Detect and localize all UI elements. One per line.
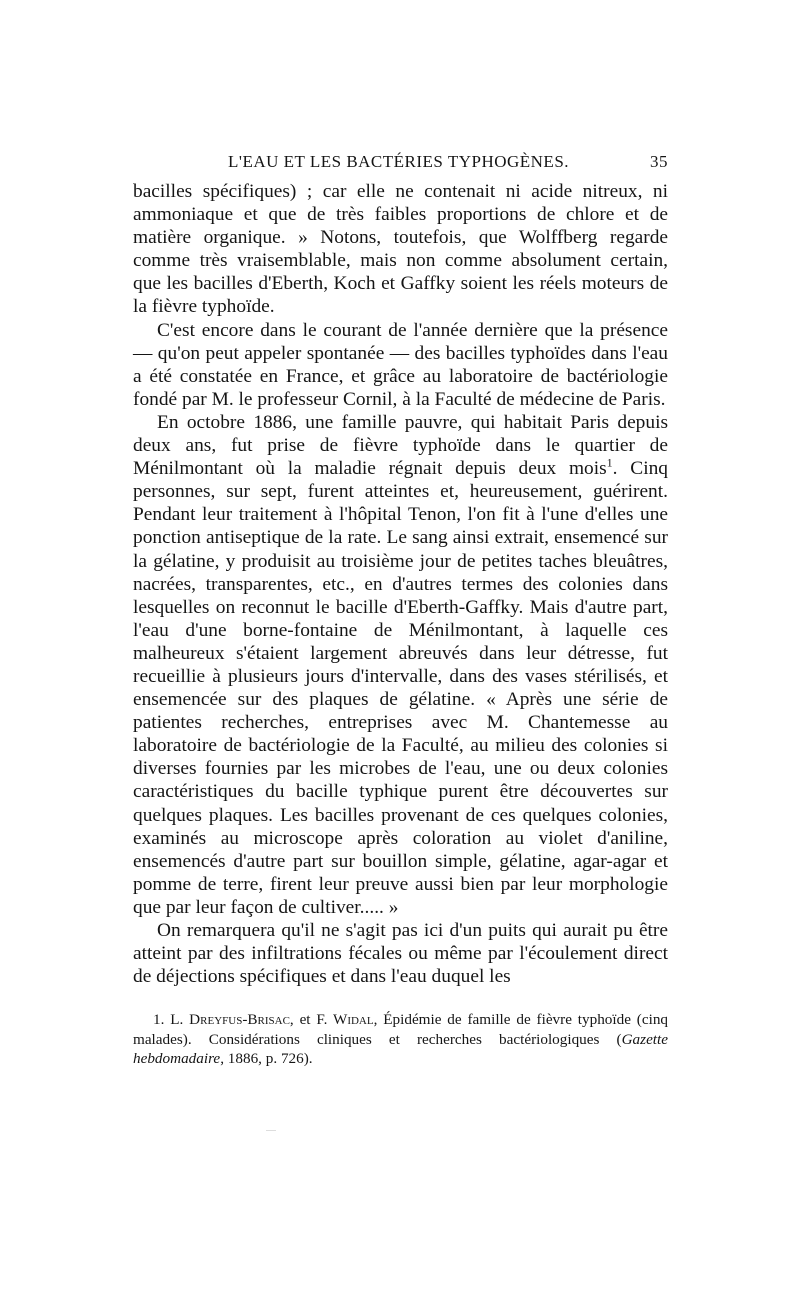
footnote-reference: 1 [606, 455, 613, 470]
footnote-author-2: F. Widal [316, 1011, 374, 1029]
book-page [133, 150, 668, 1069]
running-head [133, 150, 668, 180]
paragraph-bacteriology: C'est encore dans le courant de l'année dernière que la présence — qu'on peut appeler spontanée — des bacilles typhoïdes dans l'eau a été constatée en France, et grâce au laboratoire de bactériologie fondé par M. le professeur Cornil, à la Faculté de médecine de Paris. [133, 319, 668, 410]
paragraph-remark: On remarquera qu'il ne s'agit pas ici d'un puits qui aurait pu être atteint par des infiltrations fécales ou même par l'écoulement direct de déjections spécifiques et dans l'eau duquel les [133, 920, 668, 988]
paragraph-text-before-ref: En octobre 1886, une famille pauvre, qui habitait Paris depuis deux ans, fut prise de fièvre typhoïde dans le quartier de Ménilmontant où la maladie régnait depuis deux mois [133, 411, 668, 480]
body-text [133, 180, 668, 988]
footnote [133, 1010, 668, 1069]
paragraph-text-after-ref: . Cinq personnes, sur sept, furent atteintes et, heureusement, guérirent. Pendant leur traitement à l'hôpital Tenon, l'on fit à l'une d'elles une ponction antiseptique de la rate. Le sang ainsi extrait, ensemencé sur la gélatine, y produisit au troisième jour de petites taches bleuâtres, nacrées, transparentes, etc., en d'autres termes des colonies dans lesquelles on reconnut le bacille d'Eberth-Gaffky. Mais d'autre part, l'eau d'une borne-fontaine de Ménilmontant, à laquelle ces malheureux s'étaient largement abreuvés dans leur détresse, fut recueillie à plusieurs jours d'intervalle, dans des vases stérilisés, et ensemencée sur des plaques de gélatine. « Après une série de patientes recherches, entreprises avec M. Chantemesse au laboratoire de bactériologie de la Faculté, au milieu des colonies si diverses fournies par les microbes de l'eau, une ou deux colonies caractéristiques du bacille typhique purent être découvertes sur quelques plaques. Les bacilles provenant de ces quelques colonies, examinés au microscope après coloration au violet d'aniline, ensemencés d'autre part sur bouillon simple, gélatine, agar-agar et pomme de terre, firent leur preuve aussi bien par leur morphologie que par leur façon de cultiver..... » [133, 458, 668, 918]
running-title: L'EAU ET LES BACTÉRIES TYPHOGÈNES. [228, 152, 570, 171]
footnote-conjunction: , et [289, 1011, 317, 1029]
footnote-journal: Gazette hebdomadaire [133, 1030, 668, 1068]
footnote-number: 1. [153, 1011, 171, 1029]
paragraph-continuation: bacilles spécifiques) ; car elle ne contenait ni acide nitreux, ni ammoniaque et que de très faibles proportions de chlore et de matière organique. » Notons, toutefois, que Wolffberg regarde comme très vraisemblable, mais non comme absolument certain, que les bacilles d'Eberth, Koch et Gaffky soient les réels moteurs de la fièvre typhoïde. [133, 181, 668, 318]
scan-artifact-mark [266, 1130, 276, 1131]
footnote-text-2: , 1886, p. 726). [220, 1050, 313, 1068]
footnote-text-1: , Épidémie de famille de fièvre typhoïde (cinq malades). Considérations cliniques et recherches bactériologiques ( [133, 1011, 669, 1048]
page-number: 35 [650, 152, 668, 171]
footnote-author-1: L. Dreyfus-Brisac [170, 1011, 290, 1029]
paragraph-menilmontant [133, 411, 668, 919]
